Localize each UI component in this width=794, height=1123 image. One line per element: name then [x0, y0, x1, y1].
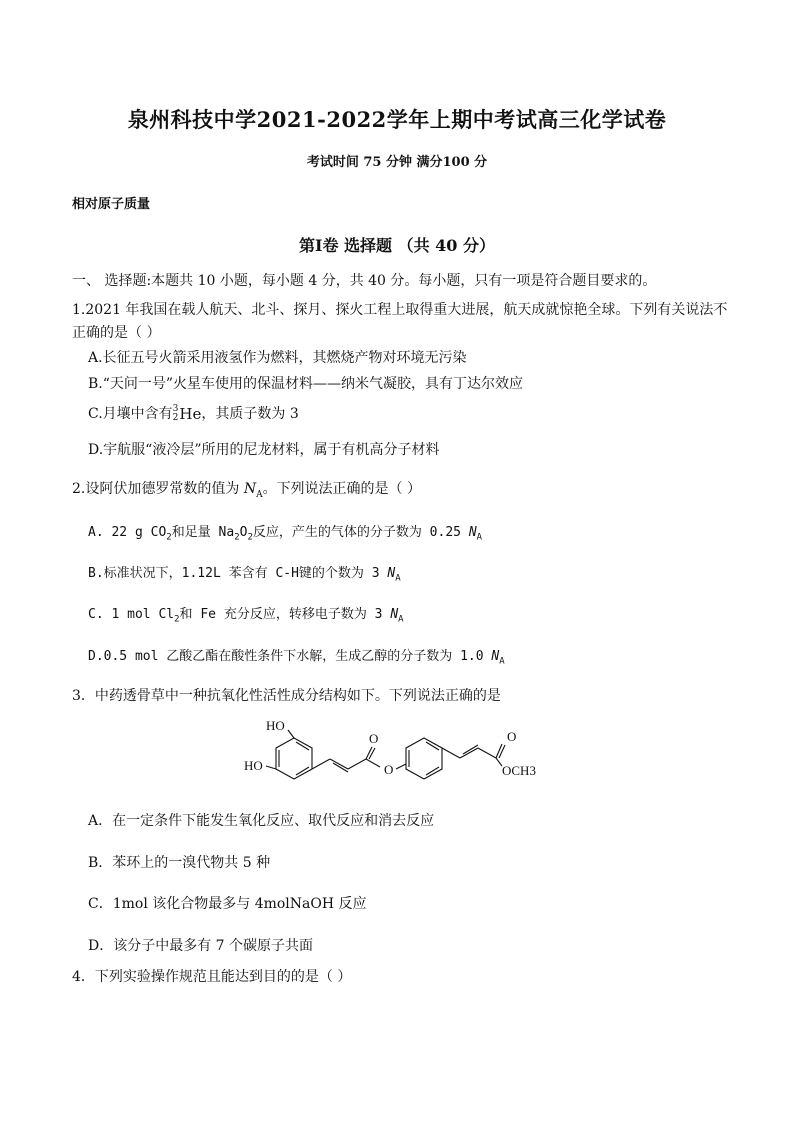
exam-subtitle: 考试时间 75 分钟 满分100 分: [306, 155, 488, 170]
na-symbol: N: [468, 525, 477, 540]
q1-option-a: A.长征五号火箭采用液氢作为燃料，其燃烧产物对环境无污染: [88, 350, 467, 366]
q1-stem-line1: 1.2021 年我国在载人航天、北斗、探月、探火工程上取得重大进展，航天成就惊艳全球。下列有关说法不: [72, 302, 728, 318]
label-ester-o: O: [384, 762, 394, 777]
q1-option-c: [88, 403, 299, 423]
q2-a-o: O: [239, 525, 248, 540]
q1-option-c-pre: C.月壤中含有: [88, 406, 173, 422]
q2-a-post: 反应，产生的气体的分子数为 0.25: [252, 525, 469, 540]
q3-option-b: B．苯环上的一溴代物共 5 种: [88, 855, 271, 871]
q3-option-a: A．在一定条件下能发生氧化反应、取代反应和消去反应: [88, 813, 435, 829]
q2-c-sub: 2: [174, 614, 180, 625]
q2-option-d: [88, 645, 505, 667]
q2-option-a: [88, 521, 482, 543]
label-carbonyl-o: O: [369, 731, 379, 746]
label-methoxy: OCH3: [502, 763, 536, 778]
na-symbol: N: [390, 607, 399, 622]
benzene-ring-right: [406, 738, 442, 779]
na-subscript: A: [395, 573, 401, 584]
na-subscript: A: [256, 489, 263, 500]
q3-option-d: D．该分子中最多有 7 个碳原子共面: [88, 938, 314, 954]
atomic-mass-label: 相对原子质量: [72, 197, 151, 212]
na-symbol: N: [491, 649, 500, 664]
exam-title: 泉州科技中学2021-2022学年上期中考试高三化学试卷: [127, 107, 667, 132]
molecule-structure: [236, 716, 556, 796]
q1-stem-line2: 正确的是（ ）: [72, 325, 161, 341]
q2-a-pre: A. 22 g CO: [88, 525, 167, 540]
q2-a-co2-sub: 2: [166, 532, 172, 543]
q2-c-pre: C. 1 mol Cl: [88, 607, 175, 622]
q2-option-b: [88, 562, 401, 584]
q2-stem: [72, 478, 421, 500]
q2-a-na-sub: 2: [234, 532, 240, 543]
na-subscript: A: [499, 656, 505, 667]
he-symbol: He: [179, 405, 202, 423]
q2-c-post: 和 Fe 充分反应，转移电子数为 3: [179, 607, 391, 622]
na-subscript: A: [476, 532, 483, 543]
na-symbol: N: [387, 566, 396, 581]
q3-stem: 3．中药透骨草中一种抗氧化性活性成分结构如下。下列说法正确的是: [72, 688, 501, 704]
label-methyl-carbonyl-o: O: [507, 729, 517, 744]
helium-isotope: [173, 405, 202, 423]
q2-stem-pre: 2.设阿伏加德罗常数的值为: [72, 481, 244, 497]
na-subscript: A: [398, 614, 404, 625]
q2-stem-post: 。下列说法正确的是（ ）: [262, 481, 422, 497]
q2-b-text: B.标准状况下，1.12L 苯含有 C-H键的个数为 3: [88, 566, 388, 581]
section-title: 第Ⅰ卷 选择题 （共 40 分）: [298, 236, 496, 255]
q2-a-mid: 和足量 Na: [171, 525, 235, 540]
q2-option-c: [88, 603, 404, 625]
he-atomic-number: 2: [172, 413, 179, 423]
q2-a-o-sub: 2: [247, 532, 253, 543]
q1-option-d: D.宇航服“液冷层”所用的尼龙材料，属于有机高分子材料: [88, 442, 440, 458]
q1-option-b: B.“天问一号”火星车使用的保温材料——纳米气凝胶，具有丁达尔效应: [88, 376, 524, 392]
na-symbol: N: [243, 481, 257, 497]
section-instructions: 一、 选择题:本题共 10 小题，每小题 4 分，共 40 分。每小题，只有一项是符合题目要求的。: [72, 273, 657, 289]
he-mass-number: 3: [172, 404, 179, 414]
q2-d-text: D.0.5 mol 乙酸乙酯在酸性条件下水解，生成乙醇的分子数为 1.0: [88, 649, 492, 664]
label-ho-top: HO: [266, 718, 285, 733]
q3-option-c: C．1mol 该化合物最多与 4molNaOH 反应: [88, 896, 367, 912]
label-ho-bottom: HO: [244, 758, 263, 773]
q1-option-c-post: ，其质子数为 3: [201, 406, 299, 422]
benzene-ring-left: [276, 738, 312, 779]
q4-stem: 4．下列实验操作规范且能达到目的的是（ ）: [72, 969, 352, 985]
